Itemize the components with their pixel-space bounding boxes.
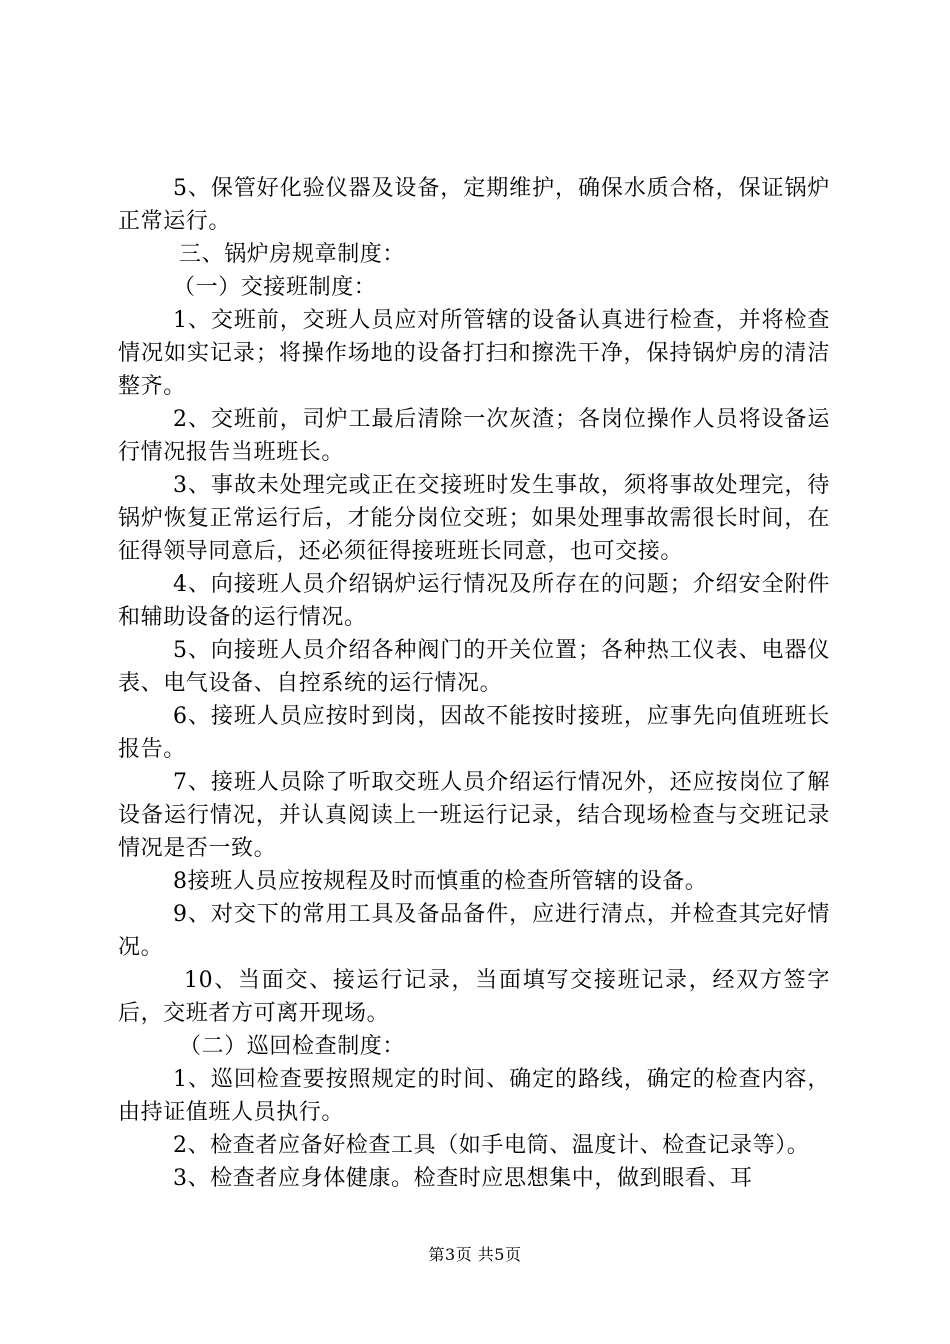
paragraph-handover-9: 9、对交下的常用工具及备品备件，应进行清点，并检查其完好情况。 [118, 902, 830, 960]
paragraph-handover-8: 8接班人员应按规程及时而慎重的检查所管辖的设备。 [173, 869, 708, 894]
page-footer [0, 1245, 950, 1265]
paragraph-handover-3: 3、事故未处理完或正在交接班时发生事故，须将事故处理完，待锅炉恢复正常运行后，才能分岗位交班；如果处理事故需很长时间，在征得领导同意后，还必须征得接班班长同意，也可交接。 [118, 473, 830, 564]
document-body [118, 172, 830, 1195]
section-heading-boiler-room-rules: 三、锅炉房规章制度： [179, 242, 406, 267]
paragraph-handover-6: 6、接班人员应按时到岗，因故不能按时接班，应事先向值班班长报告。 [118, 704, 830, 762]
paragraph-handover-4: 4、向接班人员介绍锅炉运行情况及所存在的问题；介绍安全附件和辅助设备的运行情况。 [118, 572, 830, 630]
paragraph-handover-10: 10、当面交、接运行记录，当面填写交接班记录，经双方签字后，交班者方可离开现场。 [118, 968, 830, 1026]
paragraph-handover-5: 5、向接班人员介绍各种阀门的开关位置；各种热工仪表、电器仪表、电气设备、自控系统的运行情况。 [118, 638, 830, 696]
paragraph-patrol-2: 2、检查者应备好检查工具（如手电筒、温度计、检查记录等）。 [173, 1133, 810, 1158]
paragraph-handover-2: 2、交班前，司炉工最后清除一次灰渣；各岗位操作人员将设备运行情况报告当班班长。 [118, 407, 830, 465]
page-number-indicator: 第3页 共5页 [428, 1245, 522, 1264]
subsection-heading-shift-handover: （一）交接班制度： [173, 275, 377, 300]
paragraph-item-5-maintain-instruments: 5、保管好化验仪器及设备，定期维护，确保水质合格，保证锅炉正常运行。 [118, 176, 830, 234]
paragraph-handover-1: 1、交班前，交班人员应对所管辖的设备认真进行检查，并将检查情况如实记录；将操作场地的设备打扫和擦洗干净，保持锅炉房的清洁整齐。 [118, 308, 830, 399]
paragraph-handover-7: 7、接班人员除了听取交班人员介绍运行情况外，还应按岗位了解设备运行情况，并认真阅读上一班运行记录，结合现场检查与交班记录情况是否一致。 [118, 770, 830, 861]
subsection-heading-patrol-inspection: （二）巡回检查制度： [179, 1034, 406, 1059]
paragraph-patrol-3: 3、检查者应身体健康。检查时应思想集中，做到眼看、耳 [173, 1166, 753, 1191]
paragraph-patrol-1: 1、巡回检查要按照规定的时间、确定的路线，确定的检查内容，由持证值班人员执行。 [118, 1067, 830, 1125]
